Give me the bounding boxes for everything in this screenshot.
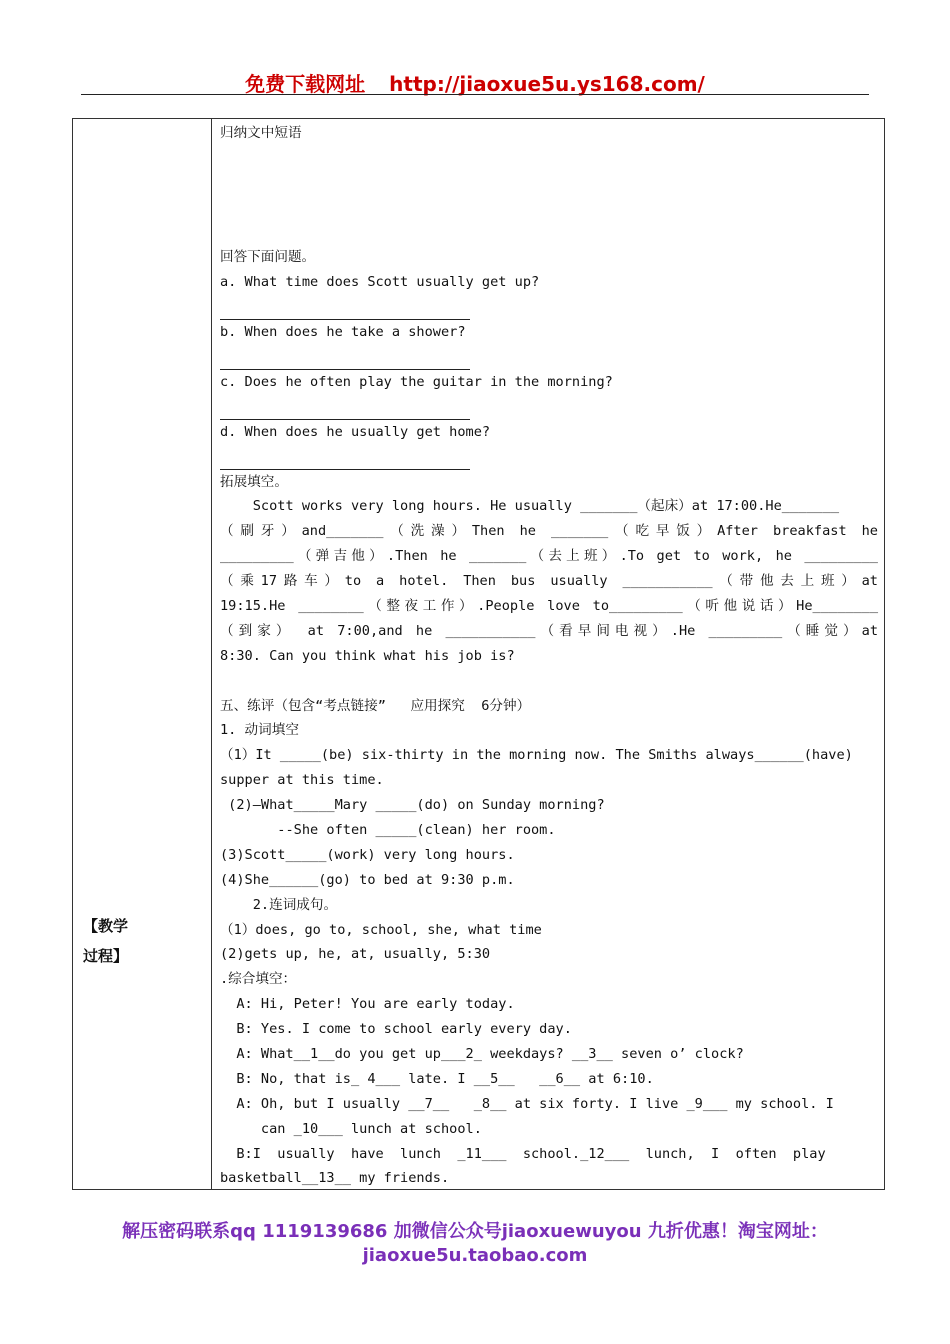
exercise-line: (3)Scott_____(work) very long hours. [220,846,515,863]
exercise-line: supper at this time. [220,772,384,789]
fill-line: （刷牙）and_______（洗澡）Then he _______（吃早饭）After breakfast he [220,523,878,540]
exercise-line: (2)—What_____Mary _____(do) on Sunday morning? [220,797,605,814]
page-footer [0,1220,950,1268]
section3-title: 拓展填空。 [220,473,288,490]
answer-line-d [220,445,470,470]
fill-line: _________（弹吉他）.Then he _______（去上班）.To get to work, he _________ [220,548,878,565]
lesson-table [72,118,885,1190]
dialogue-line: basketball__13__ my friends. [220,1170,450,1187]
fill-line: 8:30. Can you think what his job is? [220,647,515,664]
answer-line-a [220,295,470,320]
fill-line: （到家） at 7:00,and he ___________（看早间电视）.He _________（睡觉）at [220,622,878,639]
dialogue-line: A: Oh, but I usually __7__ _8__ at six forty. I live _9___ my school. I [220,1095,834,1112]
exercise-line: （1）does, go to, school, she, what time [220,921,542,938]
dialogue-line: can _10___ lunch at school. [220,1120,482,1137]
footer-line1: 解压密码联系qq 1119139686 加微信公众号jiaoxuewuyou 九折优惠！淘宝网址： [122,1221,828,1242]
part2-title: 2.连词成句。 [220,896,338,913]
question-c: c. Does he often play the guitar in the morning? [220,373,613,390]
dialogue-line: B: Yes. I come to school early every day. [220,1021,572,1038]
fill-line: （乘17路车）to a hotel. Then bus usually ___________（带他去上班）at [220,573,878,590]
dialogue-line: B:I usually have lunch _11___ school._12___ lunch, I often play [220,1145,826,1162]
fill-line: 19:15.He ________（整夜工作）.People love to_________（听他说话）He________ [220,597,878,614]
page-header [0,68,950,97]
section1-title: 归纳文中短语 [220,125,302,141]
part1-title: 1. 动词填空 [220,722,299,739]
exercise-line: (2)gets up, he, at, usually, 5:30 [220,946,491,963]
header-label: 免费下载网址 [245,72,366,96]
dialogue-line: B: No, that is_ 4___ late. I __5__ __6__ at 6:10. [220,1070,654,1087]
lesson-content [220,121,878,1191]
question-a: a. What time does Scott usually get up? [220,274,540,291]
teaching-process-label [83,911,193,971]
fill-line: Scott works very long hours. He usually _______（起床）at 17:00.He_______ [220,498,840,515]
part3-title: .综合填空： [220,971,297,988]
left-label-line2: 过程】 [83,947,129,965]
section2-title: 回答下面问题。 [220,249,316,266]
header-rule [81,94,869,95]
exercise-line: --She often _____(clean) her room. [220,821,556,838]
header-url[interactable]: http://jiaoxue5u.ys168.com/ [389,72,705,96]
answer-line-b [220,345,470,370]
footer-line2[interactable]: jiaoxue5u.taobao.com [362,1245,588,1266]
answer-line-c [220,395,470,420]
section4-title: 五、练评（包含“考点链接” 应用探究 6分钟） [220,697,531,714]
dialogue-line: A: Hi, Peter! You are early today. [220,996,515,1013]
question-d: d. When does he usually get home? [220,423,491,440]
exercise-line: （1）It _____(be) six-thirty in the morning now. The Smiths always______(have) [220,747,853,764]
dialogue-line: A: What__1__do you get up___2_ weekdays? __3__ seven o’ clock? [220,1045,744,1062]
exercise-line: (4)She______(go) to bed at 9:30 p.m. [220,871,515,888]
column-divider [211,119,212,1189]
question-b: b. When does he take a shower? [220,324,466,341]
blank-space [220,669,878,694]
blank-space [220,146,878,246]
left-label-line1: 【教学 [83,917,129,935]
